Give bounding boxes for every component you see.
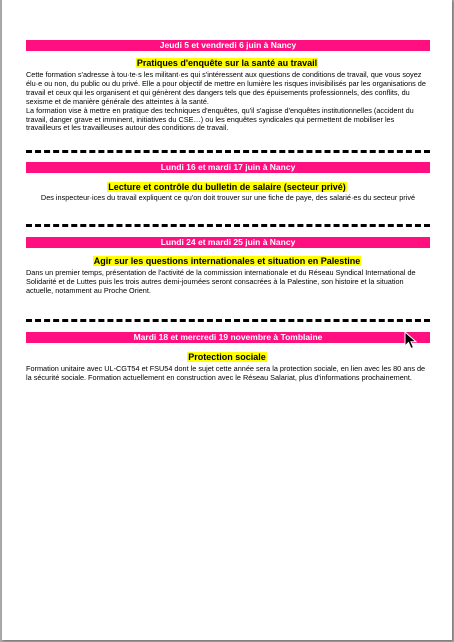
section-date-band: Lundi 16 et mardi 17 juin à Nancy bbox=[26, 162, 430, 173]
paragraph: Cette formation s'adresse à tou·te·s les militant·es qui s'intéressent aux questions de conditions de travail, que vous soyez élu·e ou non, du public ou du privé. Elle a pour objectif de mettre en lumière les risques invisibilisés par les organisations de travail et ceux qui les organisent et qui génèrent des dangers tels que des épuisements professionnels, des conflits, du sexisme et de manière générale des atteintes à la santé. bbox=[26, 70, 426, 106]
paragraph: Des inspecteur·ices du travail expliquent ce qu'on doit trouver sur une fiche de paye, des salarié·es du secteur privé bbox=[40, 193, 416, 202]
section-title bbox=[2, 352, 452, 363]
section-date-band: Mardi 18 et mercredi 19 novembre à Tomblaine bbox=[26, 332, 430, 343]
section-separator bbox=[26, 224, 430, 227]
section-title-text: Pratiques d'enquête sur la santé au travail bbox=[136, 58, 318, 68]
section-title bbox=[2, 182, 452, 193]
paragraph: Formation unitaire avec UL-CGT54 et FSU54 dont le sujet cette année sera la protection sociale, en lien avec les 80 ans de la sécurité sociale. Formation actuellement en construction avec le Réseau Salariat, plus d'informations prochainement. bbox=[26, 364, 426, 382]
section-body bbox=[26, 71, 430, 133]
paragraph: Dans un premier temps, présentation de l'activité de la commission internationale et du Réseau Syndical International de Solidarité et de Luttes puis les trois autres demi-journées seront consacrées à la Palestine, son histoire et la situation actuelle, notamment au Proche Orient. bbox=[26, 268, 416, 295]
paragraph: La formation vise à mettre en pratique des techniques d'enquêtes, qu'il s'agisse d'enquêtes institutionnelles (accident du travail, danger grave et imminent, initiatives du CSE…) ou les enquêtes syndicales qui permettent de mobiliser les travailleurs et les travailleuses autour des conditions de travail. bbox=[26, 105, 414, 133]
section-title-text: Protection sociale bbox=[188, 352, 266, 362]
mouse-cursor-icon bbox=[404, 331, 418, 351]
section-date-band: Lundi 24 et mardi 25 juin à Nancy bbox=[26, 237, 430, 248]
section-separator bbox=[26, 319, 430, 322]
section-date-band: Jeudi 5 et vendredi 6 juin à Nancy bbox=[26, 40, 430, 51]
section-title bbox=[2, 58, 452, 69]
section-body bbox=[26, 365, 430, 383]
section-separator bbox=[26, 150, 430, 153]
section-body bbox=[26, 269, 430, 296]
section-title-text: Lecture et contrôle du bulletin de salaire (secteur privé) bbox=[108, 182, 346, 192]
section-title-text: Agir sur les questions internationales et situation en Palestine bbox=[93, 256, 361, 266]
section-title bbox=[2, 256, 452, 267]
section-body bbox=[36, 194, 420, 203]
document-page bbox=[2, 0, 452, 640]
